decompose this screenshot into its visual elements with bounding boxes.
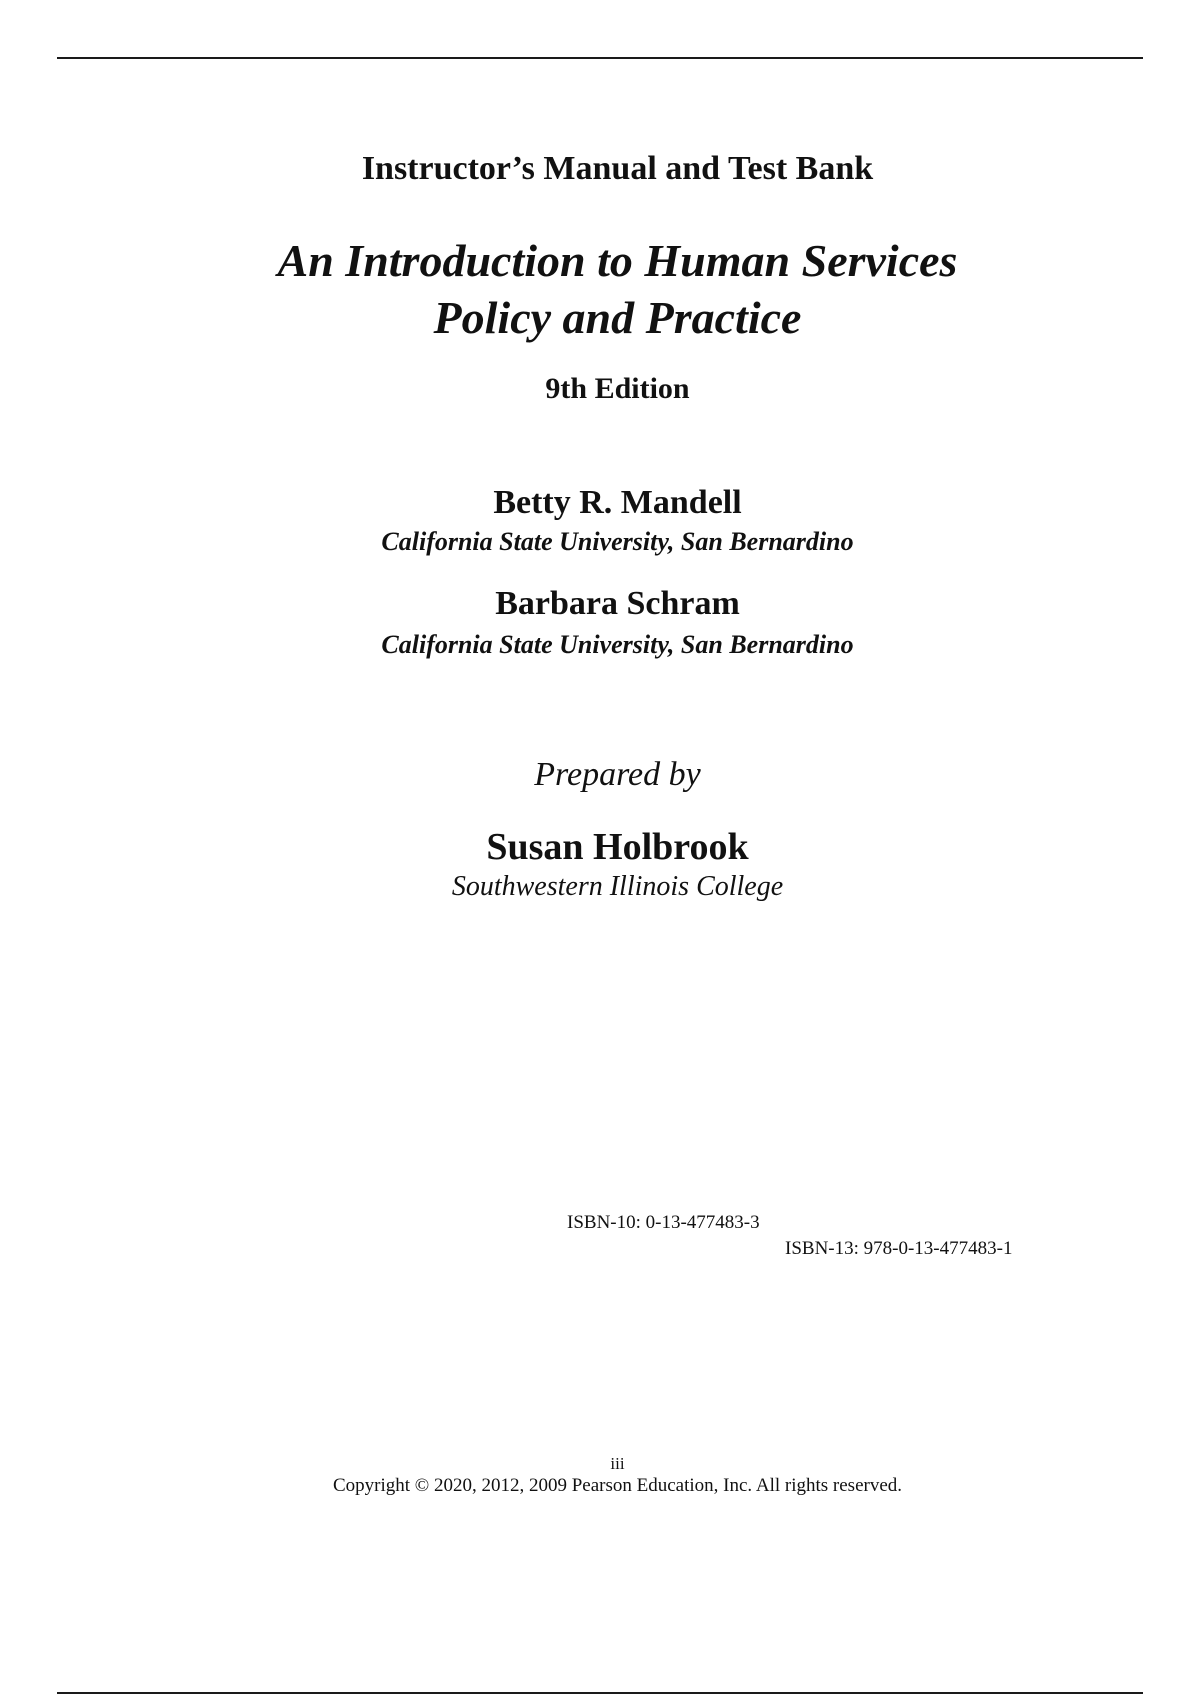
author-affiliation: California State University, San Bernardino bbox=[381, 527, 854, 556]
author-name: Betty R. Mandell bbox=[493, 484, 742, 521]
bottom-rule bbox=[57, 1692, 1143, 1694]
book-title bbox=[0, 232, 1200, 346]
page-number: iii bbox=[610, 1454, 625, 1473]
document-type-heading: Instructor’s Manual and Test Bank bbox=[361, 150, 874, 187]
book-title-line-1: An Introduction to Human Services bbox=[277, 235, 958, 286]
isbn-13: ISBN-13: 978-0-13-477483-1 bbox=[785, 1238, 1013, 1259]
prepared-by-label: Prepared by bbox=[534, 756, 701, 793]
isbn-10: ISBN-10: 0-13-477483-3 bbox=[567, 1212, 760, 1233]
preparer-name: Susan Holbrook bbox=[486, 826, 749, 868]
top-rule bbox=[57, 57, 1143, 59]
author-affiliation: California State University, San Bernardino bbox=[381, 630, 854, 659]
edition-label: 9th Edition bbox=[545, 372, 690, 405]
copyright-notice: Copyright © 2020, 2012, 2009 Pearson Education, Inc. All rights reserved. bbox=[332, 1475, 903, 1496]
book-title-line-2: Policy and Practice bbox=[433, 292, 802, 343]
author-name: Barbara Schram bbox=[495, 585, 740, 622]
preparer-affiliation: Southwestern Illinois College bbox=[451, 871, 784, 902]
